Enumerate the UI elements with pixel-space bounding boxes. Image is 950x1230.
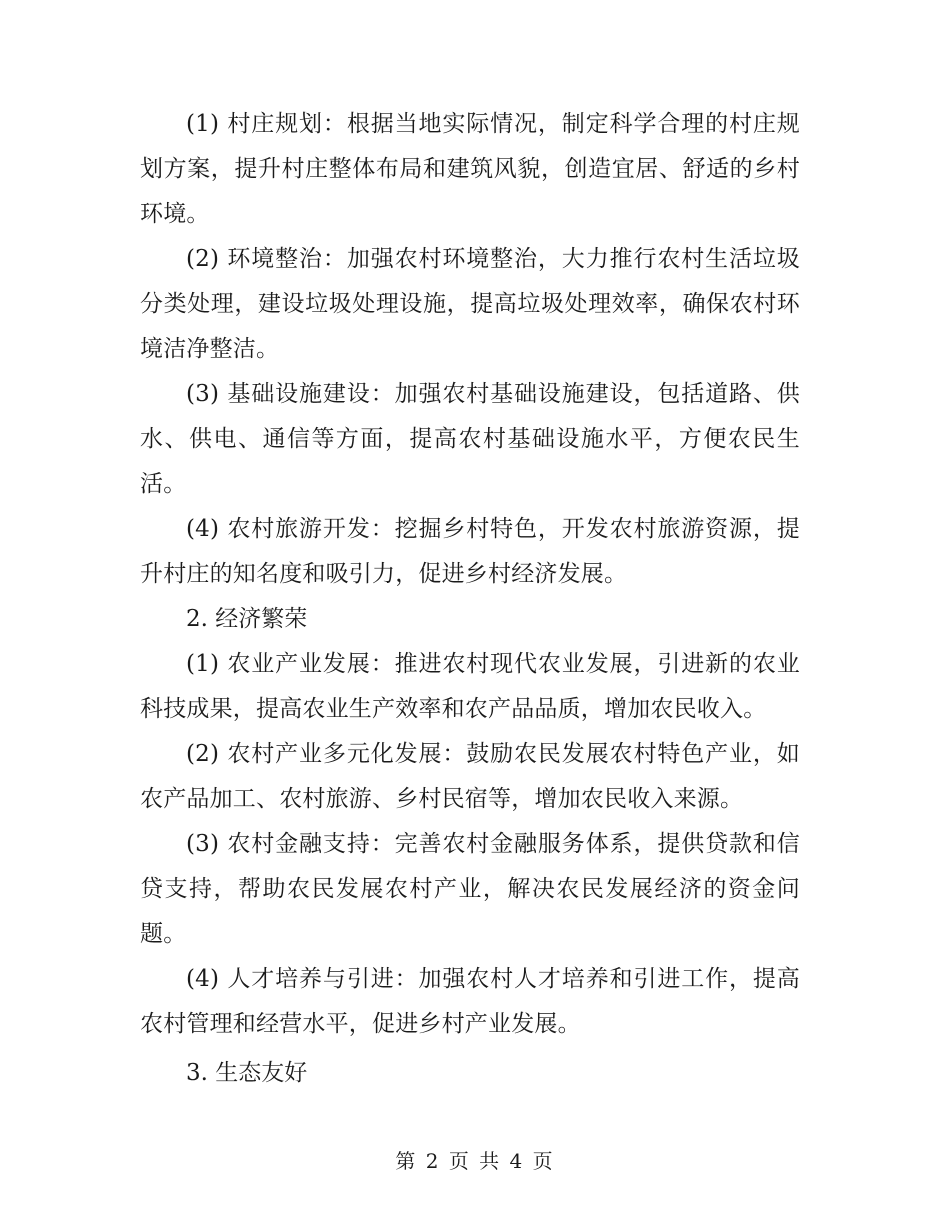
paragraph-infrastructure: (3) 基础设施建设：加强农村基础设施建设，包括道路、供水、供电、通信等方面，提高农村基础设施水平，方便农民生活。 (140, 381, 800, 497)
section-heading-ecology: 3. 生态友好 (186, 1060, 308, 1086)
paragraph-finance: (3) 农村金融支持：完善农村金融服务体系，提供贷款和信贷支持，帮助农民发展农村产业，解决农民发展经济的资金问题。 (140, 831, 800, 947)
section-heading-economy: 2. 经济繁荣 (186, 606, 308, 632)
paragraph-rural-tourism: (4) 农村旅游开发：挖掘乡村特色，开发农村旅游资源，提升村庄的知名度和吸引力，促进乡村经济发展。 (140, 516, 800, 587)
paragraph-talent: (4) 人才培养与引进：加强农村人才培养和引进工作，提高农村管理和经营水平，促进乡村产业发展。 (140, 966, 800, 1037)
paragraph-environment: (2) 环境整治：加强农村环境整治，大力推行农村生活垃圾分类处理，建设垃圾处理设施，提高垃圾处理效率，确保农村环境洁净整洁。 (140, 246, 800, 362)
paragraph-agriculture: (1) 农业产业发展：推进农村现代农业发展，引进新的农业科技成果，提高农业生产效率和农产品品质，增加农民收入。 (140, 651, 800, 722)
page-number-footer: 第 2 页 共 4 页 (395, 1149, 555, 1173)
document-body (140, 102, 800, 1096)
paragraph-diversification: (2) 农村产业多元化发展：鼓励农民发展农村特色产业，如农产品加工、农村旅游、乡村民宿等，增加农民收入来源。 (140, 741, 800, 812)
paragraph-village-planning: (1) 村庄规划：根据当地实际情况，制定科学合理的村庄规划方案，提升村庄整体布局和建筑风貌，创造宜居、舒适的乡村环境。 (140, 111, 800, 227)
